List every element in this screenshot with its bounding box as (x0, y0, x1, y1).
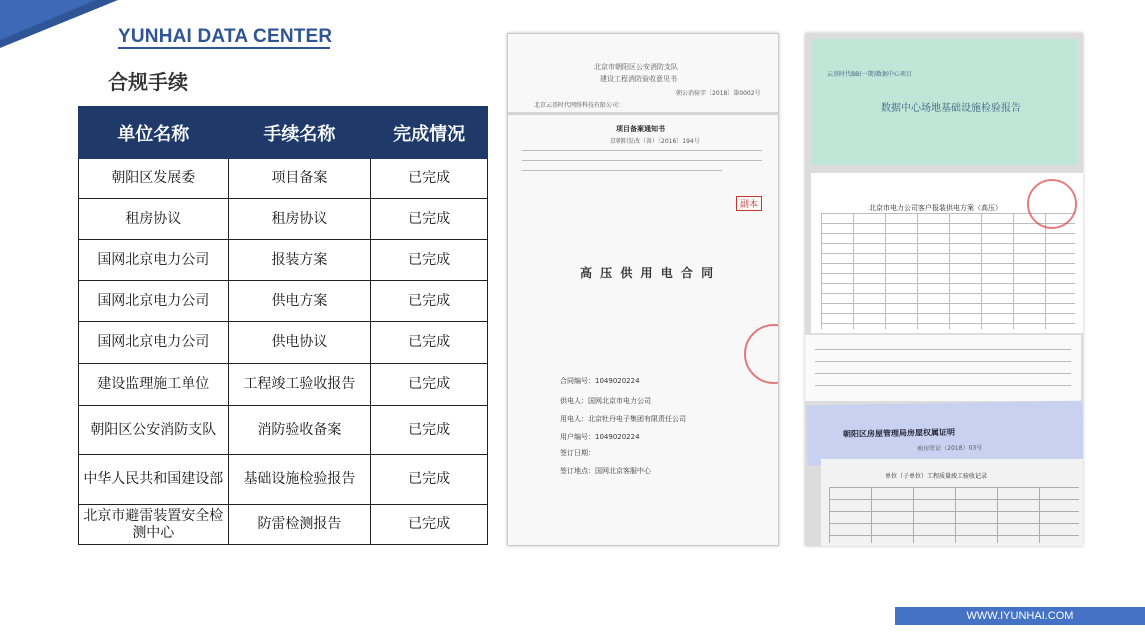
cell-status: 已完成 (371, 322, 488, 364)
doc1-sign-date: 签订日期： (560, 449, 595, 457)
doc1-line2: 建设工程消防验收意见书 (600, 75, 677, 83)
table-row (79, 281, 488, 322)
power-plan-form (811, 173, 1083, 333)
table-row (79, 240, 488, 281)
col-header-procedure: 手续名称 (228, 107, 371, 159)
doc2-deed-no: 朝房管证（2018）03号 (917, 444, 983, 453)
cell-procedure: 工程竣工验收报告 (228, 364, 371, 406)
table-row (79, 322, 488, 364)
cell-procedure: 供电协议 (228, 322, 371, 364)
page-title: 合规手续 (108, 70, 188, 94)
cell-procedure: 供电方案 (228, 281, 371, 322)
doc1-sign-place: 签订地点：国网北京客服中心 (560, 467, 651, 475)
cell-unit: 朝阳区发展委 (79, 159, 229, 199)
doc1-contract-title: 高 压 供 用 电 合 同 (580, 266, 716, 280)
table-row (79, 159, 488, 199)
doc1-user: 用电人：北京牡丹电子集团有限责任公司 (560, 415, 686, 423)
doc2-accept-title: 单位（子单位）工程质量竣工验收记录 (885, 473, 988, 480)
form-sheet (805, 335, 1081, 401)
inspection-report-cover (811, 39, 1077, 165)
cell-unit: 国网北京电力公司 (79, 240, 229, 281)
doc1-line4: 北京云基时代网络科技有限公司： (534, 102, 625, 109)
document-scan-fire-contract (507, 33, 779, 546)
cell-unit: 中华人民共和国建设部 (79, 455, 229, 505)
table-row (79, 455, 488, 505)
doc1-contract-no: 合同编号：1049020224 (560, 377, 640, 385)
brand-name: YUNHAI DATA CENTER (118, 26, 333, 47)
cell-unit: 朝阳区公安消防支队 (79, 406, 229, 455)
cell-procedure: 消防验收备案 (228, 406, 371, 455)
doc2-project: 云基时代BB(一期)数据中心项目 (827, 71, 912, 78)
doc2-plan-title: 北京市电力公司客户报装供电方案（高压） (869, 204, 1002, 212)
doc2-report-title: 数据中心场地基础设施检验报告 (881, 103, 1021, 114)
cell-status: 已完成 (371, 364, 488, 406)
corner-decoration-accent (0, 0, 96, 40)
doc1-notice-no: 京朝阳发改（备）〔2016〕194号 (610, 138, 700, 145)
doc2-deed-title: 朝阳区房屋管理局房屋权属证明 (842, 427, 956, 439)
col-header-unit: 单位名称 (79, 107, 229, 159)
property-deed (806, 401, 1083, 466)
doc1-line1: 北京市朝阳区公安消防支队 (594, 63, 678, 71)
cell-unit: 建设监理施工单位 (79, 364, 229, 406)
table-row (79, 406, 488, 455)
cell-unit: 租房协议 (79, 199, 229, 240)
cell-status: 已完成 (371, 199, 488, 240)
cell-status: 已完成 (371, 406, 488, 455)
table-row (79, 364, 488, 406)
footer-url: WWW.IYUNHAI.COM (895, 607, 1145, 625)
table-row (79, 505, 488, 545)
cell-status: 已完成 (371, 159, 488, 199)
brand-underline (118, 47, 330, 49)
doc2-red-stamp (1027, 179, 1077, 229)
cell-procedure: 基础设施检验报告 (228, 455, 371, 505)
cell-unit: 北京市避雷装置安全检测中心 (79, 505, 229, 545)
table-header-row (79, 107, 488, 159)
doc1-user-no: 用户编号：1049020224 (560, 433, 640, 441)
doc1-line3: 朝公消验字〔2018〕第0002号 (676, 90, 761, 97)
cell-status: 已完成 (371, 455, 488, 505)
cell-unit: 国网北京电力公司 (79, 281, 229, 322)
acceptance-record (821, 459, 1083, 546)
cell-status: 已完成 (371, 281, 488, 322)
doc1-red-stamp (744, 324, 779, 384)
cell-procedure: 报装方案 (228, 240, 371, 281)
cell-unit: 国网北京电力公司 (79, 322, 229, 364)
doc1-stamp-label: 副本 (736, 196, 762, 211)
col-header-status: 完成情况 (371, 107, 488, 159)
cell-status: 已完成 (371, 505, 488, 545)
document-scan-reports (805, 33, 1083, 546)
cell-procedure: 防雷检测报告 (228, 505, 371, 545)
cell-procedure: 项目备案 (228, 159, 371, 199)
cell-status: 已完成 (371, 240, 488, 281)
cell-procedure: 租房协议 (228, 199, 371, 240)
compliance-table (78, 106, 488, 545)
doc1-supplier: 供电人：国网北京市电力公司 (560, 397, 651, 405)
table-row (79, 199, 488, 240)
doc1-notice-title: 项目备案通知书 (616, 125, 665, 133)
